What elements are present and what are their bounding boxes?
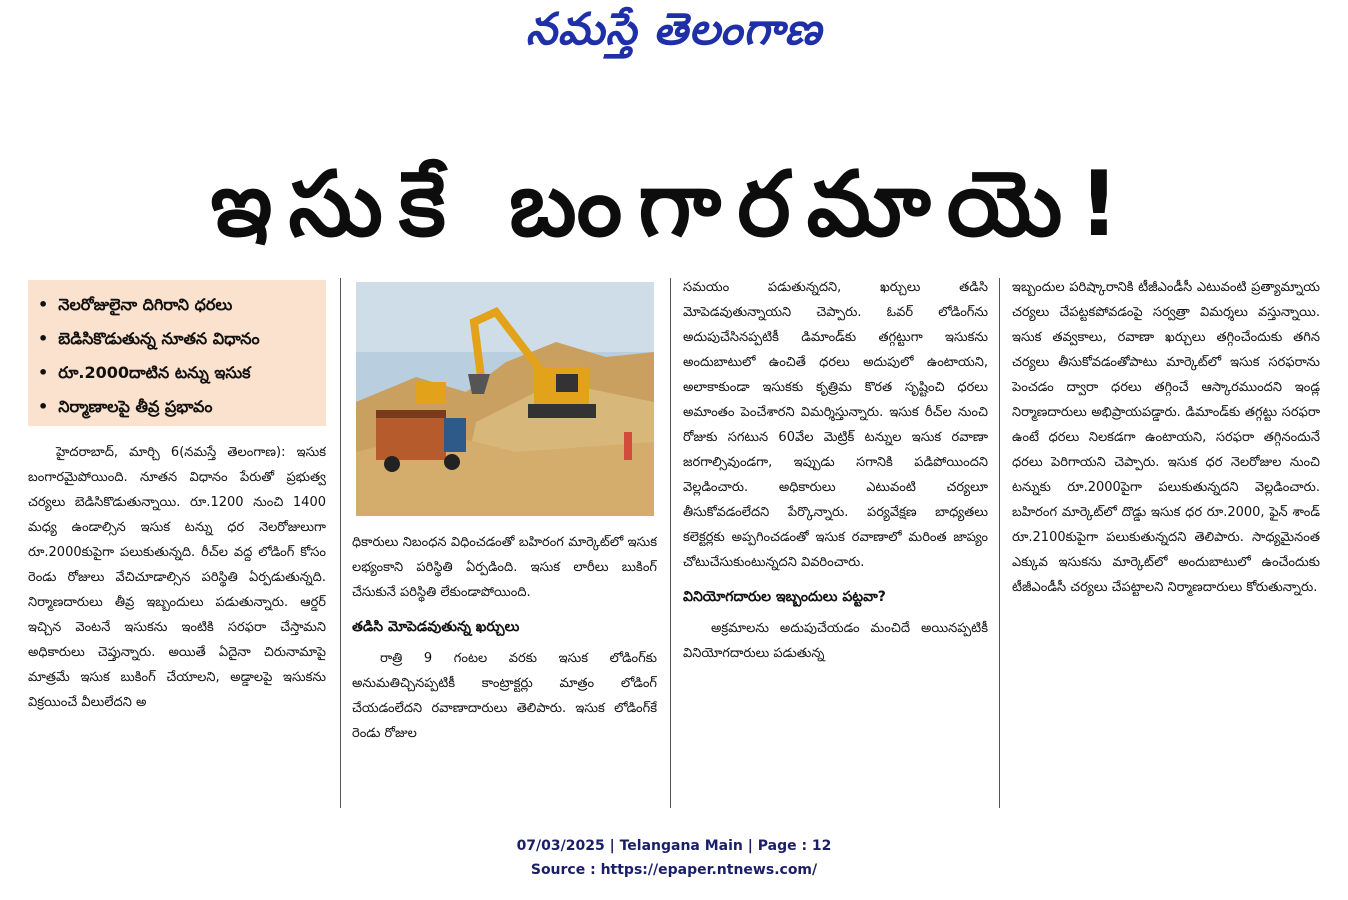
masthead-logo: నమస్తే తెలంగాణ: [525, 4, 823, 55]
column-rule: [670, 278, 671, 808]
highlight-item: • బెడిసికొడుతున్న నూతన విధానం: [38, 322, 316, 356]
article-column-1: [28, 440, 326, 805]
headline: ఇసుకే బంగారమాయె!: [210, 152, 1136, 257]
highlight-item: • రూ.2000దాటిన టన్ను ఇసుక: [38, 356, 316, 390]
highlights-box: [28, 280, 326, 426]
paragraph: అక్రమాలను అదుపుచేయడం మంచిదే అయినప్పటికీ వినియోగదారులు పడుతున్న: [683, 621, 988, 661]
article-column-4: [1012, 275, 1320, 805]
photo-illustration: [356, 282, 654, 516]
paragraph: రాత్రి 9 గంటల వరకు ఇసుక లోడింగ్‌కు అనుమతిచ్చినప్పటికీ కాంట్రాక్టర్లు మాత్రం లోడింగ్ చేయడంలేదని రవాణాదారులు తెలిపారు. ఇసుక లోడింగ్‌కే రెండు రోజుల: [352, 651, 657, 741]
highlight-item: • నిర్మాణాలపై తీవ్ర ప్రభావం: [38, 390, 316, 424]
sand-excavation-photo: [356, 282, 654, 516]
article-column-3: [683, 275, 988, 805]
article-column-2: [352, 530, 657, 805]
subheading: తడిసి మోపెడవుతున్న ఖర్చులు: [352, 619, 520, 635]
column-rule: [340, 278, 341, 808]
subheading: వినియోగదారుల ఇబ్బందులు పట్టవా?: [683, 589, 886, 605]
footer-date-line: 07/03/2025 | Telangana Main | Page : 12: [516, 838, 832, 854]
paragraph: సమయం పడుతున్నదని, ఖర్చులు తడిసి మోపెడవుతున్నాయని చెప్పారు. ఓవర్ లోడింగ్‌ను అదుపుచేసినప్పటికీ డిమాండ్‌కు తగ్గట్టుగా ఇసుకను అందుబాటులో ఉంచితే ధరలు అదుపులో ఉంటాయని, అలాకాకుండా ఇసుకకు కృత్రిమ కొరత సృష్టించి ధరలు అమాంతం పెంచేశారని విమర్శిస్తున్నారు. ఇసుక రీచ్‌ల నుంచి రోజుకు సగటున 60వేల మెట్రిక్ టన్నుల ఇసుక రవాణా జరగాల్సివుండగా, ఇప్పుడు సగానికి పడిపోయిందని వెల్లడించారు. అధికారులు ఎటువంటి చర్యలూ తీసుకోవడంలేదని పేర్కొన్నారు. పర్యవేక్షణ బాధ్యతలు కలెక్టర్లకు అప్పగించడంతో ఇసుక రవాణాలో మరింత జాప్యం చోటుచేసుకుంటున్నదని వివరించారు.: [683, 280, 988, 570]
highlight-item: • నెలరోజులైనా దిగిరాని ధరలు: [38, 288, 316, 322]
footer-source-line: Source : https://epaper.ntnews.com/: [530, 862, 818, 878]
paragraph: ధికారులు నిబంధన విధించడంతో బహిరంగ మార్కెట్‌లో ఇసుక లభ్యంకాని పరిస్థితి ఏర్పడింది. ఇసుక లారీలు బుకింగ్ చేసుకునే పరిస్థితి లేకుండాపోయింది.: [352, 535, 657, 600]
column-rule: [999, 278, 1000, 808]
paragraph: హైదరాబాద్, మార్చి 6(నమస్తే తెలంగాణ): ఇసుక బంగారమైపోయింది. నూతన విధానం పేరుతో ప్రభుత్వ చర్యలు బెడిసికొడుతున్నాయి. రూ.1200 నుంచి 1400 మధ్య ఉండాల్సిన ఇసుక టన్ను ధర నెలరోజులుగా రూ.2000కుపైగా పలుకుతున్నది. రీచ్‌ల వద్ద లోడింగ్ కోసం రెండు రోజులు వేచిచూడాల్సిన పరిస్థితి ఏర్పడుతున్నది. నిర్మాణదారులు తీవ్ర ఇబ్బందులు పడుతున్నారు. ఆర్డర్ ఇచ్చిన వెంటనే ఇసుకను ఇంటికి సరఫరా చేస్తామని అధికారులు చెప్తున్నారు. అయితే ఏదైనా చిరునామాపై మాత్రమే ఇసుక బుకింగ్ చేయాలని, అడ్డాలపై ఇసుకను విక్రయించే వీలులేదని అ: [28, 445, 326, 710]
paragraph: ఇబ్బందుల పరిష్కారానికి టీజీఎండీసీ ఎటువంటి ప్రత్యామ్నాయ చర్యలు చేపట్టకపోవడంపై సర్వత్రా విమర్శలు వస్తున్నాయి. ఇసుక తవ్వకాలు, రవాణా ఖర్చులు తగ్గించేందుకు తగిన చర్యలు తీసుకోవడంతోపాటు మార్కెట్‌లో ఇసుక సరఫరాను పెంచడం ద్వారా ధరలు తగ్గించే ఆస్కారముందని ఇండ్ల నిర్మాణదారులు అభిప్రాయపడ్డారు. డిమాండ్‌కు తగ్గట్టు సరఫరా ఉంటే ధరలు నిలకడగా ఉంటాయని, సరఫరా తగ్గినందునే ధరలు పెరిగాయని చెప్పారు. ఇసుక ధర నెలరోజుల నుంచి టన్నుకు రూ.2000పైగా పలుకుతున్నదని వెల్లడించారు. బహిరంగ మార్కెట్‌లో దొడ్డు ఇసుక ధర రూ.2000, ఫైన్ శాండ్ రూ.2100కుపైగా పలుకుతున్నదని తెలిపారు. సాధ్యమైనంత ఎక్కువ ఇసుకను మార్కెట్‌లో అందుబాటులో ఉంచేందుకు టీజీఎండీసీ చర్యలు చేపట్టాలని నిర్మాణదారులు కోరుతున్నారు.: [1012, 280, 1320, 595]
